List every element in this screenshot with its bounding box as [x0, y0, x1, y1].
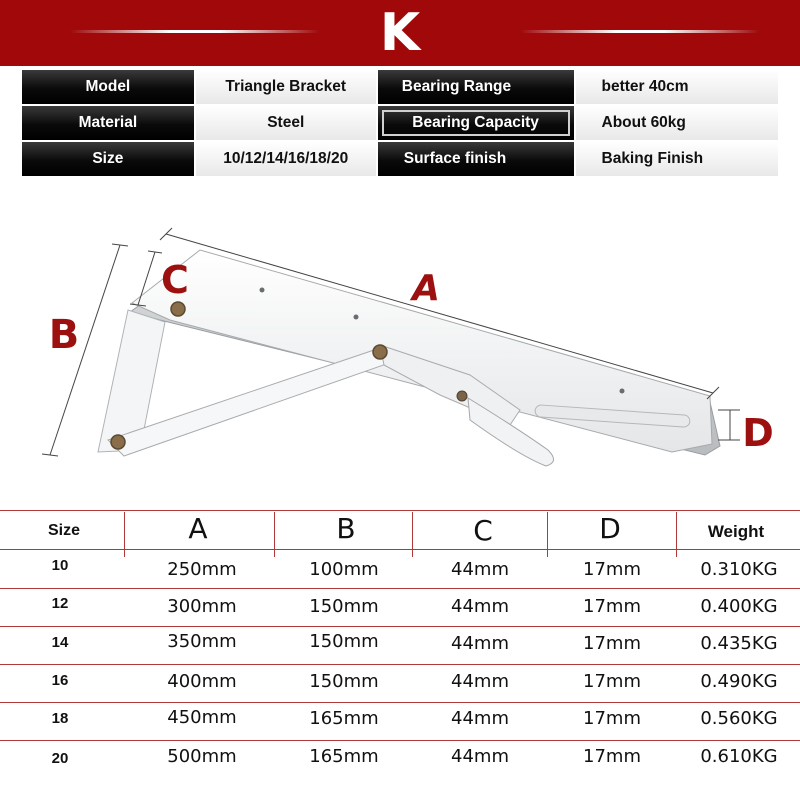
row-weight: 0.400KG [700, 596, 778, 617]
row-b: 100mm [309, 559, 379, 580]
spec-label-size: Size [22, 142, 194, 176]
spec-label-bearing-capacity: Bearing Capacity [378, 106, 574, 140]
column-header-d: D [599, 512, 621, 545]
row-weight: 0.490KG [700, 671, 778, 692]
table-divider [124, 512, 125, 557]
row-c: 44mm [451, 746, 509, 767]
row-size: 12 [51, 595, 69, 612]
table-rule [0, 702, 800, 703]
dimension-label-b: B [48, 312, 80, 358]
row-weight: 0.560KG [700, 708, 778, 729]
dimension-label-c: C [161, 258, 189, 302]
spec-value-material: Steel [196, 106, 376, 140]
row-d: 17mm [583, 746, 641, 767]
row-b: 150mm [309, 596, 379, 617]
row-c: 44mm [451, 633, 509, 654]
row-size: 20 [51, 750, 69, 767]
row-size: 10 [51, 557, 69, 574]
row-c: 44mm [451, 559, 509, 580]
spec-row [22, 70, 778, 104]
spec-label-material: Material [22, 106, 194, 140]
row-a: 400mm [167, 671, 237, 692]
spec-value-model: Triangle Bracket [196, 70, 376, 104]
row-b: 150mm [309, 671, 379, 692]
spec-label-bearing-range: Bearing Range [378, 70, 574, 104]
column-header-size: Size [47, 522, 80, 539]
spec-row [22, 142, 778, 176]
row-a: 250mm [167, 559, 237, 580]
dimension-label-a: A [412, 268, 440, 309]
row-weight: 0.435KG [700, 633, 778, 654]
row-size: 18 [51, 710, 69, 727]
row-c: 44mm [451, 708, 509, 729]
row-a: 450mm [167, 707, 237, 728]
row-b: 150mm [309, 631, 379, 652]
column-header-a: A [188, 512, 208, 545]
row-d: 17mm [583, 708, 641, 729]
row-a: 300mm [167, 596, 237, 617]
column-header-b: B [336, 512, 356, 545]
column-header-weight: Weight [707, 522, 765, 541]
row-size: 14 [51, 634, 69, 651]
table-rule [0, 588, 800, 589]
table-divider [676, 512, 677, 557]
row-weight: 0.610KG [700, 746, 778, 767]
row-c: 44mm [451, 671, 509, 692]
row-size: 16 [51, 672, 69, 689]
row-d: 17mm [583, 596, 641, 617]
spec-row [22, 106, 778, 140]
spec-label-surface-finish: Surface finish [378, 142, 574, 176]
spec-value-bearing-range: better 40cm [576, 70, 779, 104]
spec-value-surface-finish: Baking Finish [576, 142, 779, 176]
row-a: 350mm [167, 631, 237, 652]
column-header-c: C [473, 514, 493, 547]
row-c: 44mm [451, 596, 509, 617]
table-rule [0, 549, 800, 550]
table-divider [274, 512, 275, 557]
banner-letter: K [379, 3, 421, 63]
table-rule [0, 740, 800, 741]
dimension-label-d: D [742, 411, 774, 455]
row-b: 165mm [309, 708, 379, 729]
row-weight: 0.310KG [700, 559, 778, 580]
table-rule [0, 510, 800, 511]
table-divider [547, 512, 548, 557]
row-b: 165mm [309, 746, 379, 767]
size-table [0, 510, 800, 785]
spec-value-bearing-capacity: About 60kg [576, 106, 779, 140]
header-banner [0, 0, 800, 66]
row-d: 17mm [583, 671, 641, 692]
table-divider [412, 512, 413, 557]
row-d: 17mm [583, 633, 641, 654]
table-rule [0, 664, 800, 665]
spec-label-model: Model [22, 70, 194, 104]
spec-value-size: 10/12/14/16/18/20 [196, 142, 376, 176]
row-a: 500mm [167, 746, 237, 767]
bracket-diagram [0, 200, 800, 500]
table-rule [0, 626, 800, 627]
row-d: 17mm [583, 559, 641, 580]
spec-table [20, 68, 780, 178]
bracket-illustration [98, 250, 720, 466]
